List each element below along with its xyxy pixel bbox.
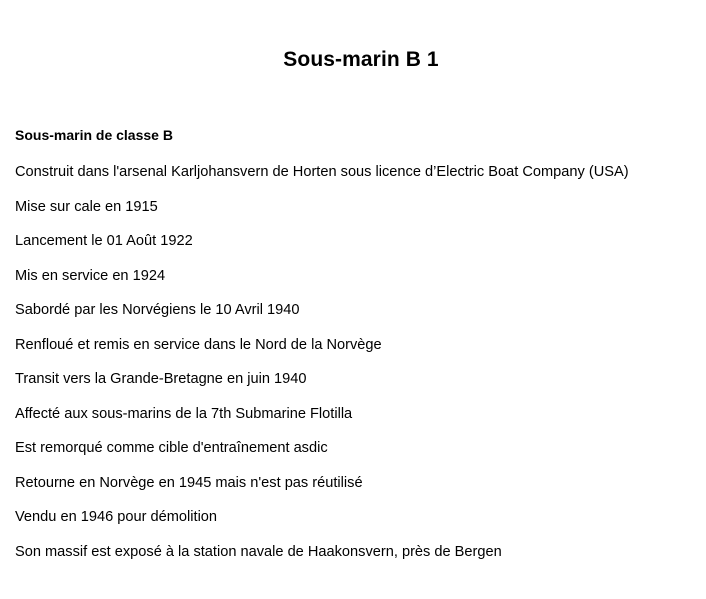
fact-line: Mis en service en 1924 [15,267,166,284]
fact-line: Affecté aux sous-marins de la 7th Submarine Flotilla [15,405,353,422]
section-subtitle: Sous-marin de classe B [15,127,173,143]
fact-line: Lancement le 01 Août 1922 [15,233,193,249]
facts-list [15,162,629,576]
fact-line: Son massif est exposé à la station navale de Haakonsvern, près de Bergen [15,543,502,560]
fact-line: Mise sur cale en 1915 [15,198,158,215]
fact-line: Construit dans l'arsenal Karljohansvern de Horten sous licence d’Electric Boat Company (USA) [15,164,629,180]
fact-line: Sabordé par les Norvégiens le 10 Avril 1940 [15,302,300,318]
page-title: Sous-marin B 1 [283,48,439,71]
fact-line: Transit vers la Grande-Bretagne en juin 1940 [15,371,307,387]
fact-line: Renfloué et remis en service dans le Nord de la Norvège [15,336,382,353]
fact-line: Vendu en 1946 pour démolition [15,509,218,525]
fact-line: Est remorqué comme cible d'entraînement asdic [15,440,328,456]
fact-line: Retourne en Norvège en 1945 mais n'est pas réutilisé [15,474,363,491]
